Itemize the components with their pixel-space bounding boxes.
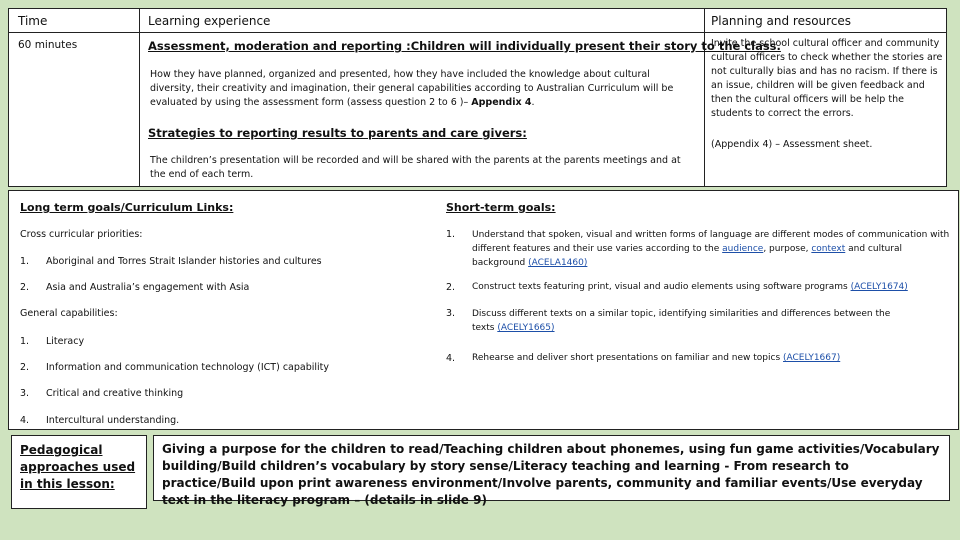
list-item-number: 3. [446, 308, 456, 319]
short-goal-3: Discuss different texts on a similar topic, identifying similarities and differences between the texts (ACELY1665) [472, 309, 891, 333]
pedagogical-label: Pedagogical approaches used in this lesson: [20, 443, 136, 491]
list-item-number: 1. [20, 336, 30, 347]
assessment-text: How they have planned, organized and presented, how they have included the knowledge about cultural diversity, their creativity and imagination, their general capabilities according to Australian Curriculum will be evaluated by using the assessment form (assess question 2 to 6 )– Appendix 4. [150, 69, 674, 108]
list-item-number: 2. [446, 282, 456, 293]
list-item: Information and communication technology (ICT) capability [46, 362, 330, 373]
list-item-number: 4. [446, 353, 456, 364]
general-capabilities-label: General capabilities: [20, 308, 118, 319]
long-term-goals-title: Long term goals/Curriculum Links: [20, 201, 234, 214]
header-time: Time [18, 14, 48, 28]
short-goal-4: Rehearse and deliver short presentations on familiar and new topics (ACELY1667) [472, 353, 841, 363]
list-item: Aboriginal and Torres Strait Islander histories and cultures [46, 256, 322, 267]
assessment-heading: Assessment, moderation and reporting :Children will individually present their story to the class. [148, 39, 781, 53]
header-planning-resources: Planning and resources [711, 14, 852, 28]
header-learning-experience: Learning experience [148, 14, 271, 28]
list-item-number: 1. [446, 229, 456, 240]
lesson-plan-table [8, 8, 947, 187]
curriculum-code-link[interactable]: (ACELY1667) [783, 353, 841, 363]
divider [9, 32, 946, 33]
strategies-text: The children’s presentation will be recorded and will be shared with the parents at the parents meetings and at the end of each term. [150, 155, 681, 180]
audience-link[interactable]: audience [722, 244, 764, 254]
assessment-appendix: Appendix 4 [471, 97, 532, 108]
pedagogical-label-box [11, 435, 147, 509]
list-item-number: 3. [20, 388, 30, 399]
list-item: Intercultural understanding. [46, 415, 180, 426]
pedagogical-text: Giving a purpose for the children to read/Teaching children about phonemes, using fun game activities/Vocabulary building/Build children’s vocabulary by story sense/Literacy teaching and learning - From research to practice/Build upon print awareness environment/Involve parents, community and familiar events/Use everyday text in the literacy program – (details in slide 9) [162, 442, 940, 507]
curriculum-code-link[interactable]: (ACELA1460) [528, 258, 588, 268]
curriculum-code-link[interactable]: (ACELY1665) [497, 323, 555, 333]
divider [704, 9, 705, 186]
list-item: Critical and creative thinking [46, 388, 184, 399]
list-item: Asia and Australia’s engagement with Asia [46, 282, 250, 293]
pedagogical-text-box [153, 435, 950, 507]
list-item-number: 4. [20, 415, 30, 426]
cross-curricular-label: Cross curricular priorities: [20, 229, 143, 240]
goals-panel [8, 190, 959, 430]
list-item-number: 2. [20, 282, 30, 293]
strategies-heading: Strategies to reporting results to parents and care givers: [148, 126, 527, 140]
list-item-number: 2. [20, 362, 30, 373]
divider [139, 9, 140, 186]
short-term-goals-title: Short-term goals: [446, 201, 556, 214]
planning-appendix: (Appendix 4) – Assessment sheet. [711, 139, 873, 150]
short-goal-2: Construct texts featuring print, visual and audio elements using software programs (ACELY1674) [472, 282, 908, 292]
short-goal-1: Understand that spoken, visual and written forms of language are different modes of communication with different features and their use varies according to the audience, purpose, context and cultural background (ACELA1460) [472, 230, 950, 268]
curriculum-code-link[interactable]: (ACELY1674) [850, 282, 908, 292]
time-value: 60 minutes [18, 39, 78, 51]
list-item: Literacy [46, 336, 85, 347]
context-link[interactable]: context [811, 244, 846, 254]
planning-text: Invite the school cultural officer and community cultural officers to check whether the stories are not culturally bias and has no racism. If there is an issue, children will be given feedback and then the cultural officers will be help the students to correct the errors. [711, 38, 943, 119]
list-item-number: 1. [20, 256, 30, 267]
